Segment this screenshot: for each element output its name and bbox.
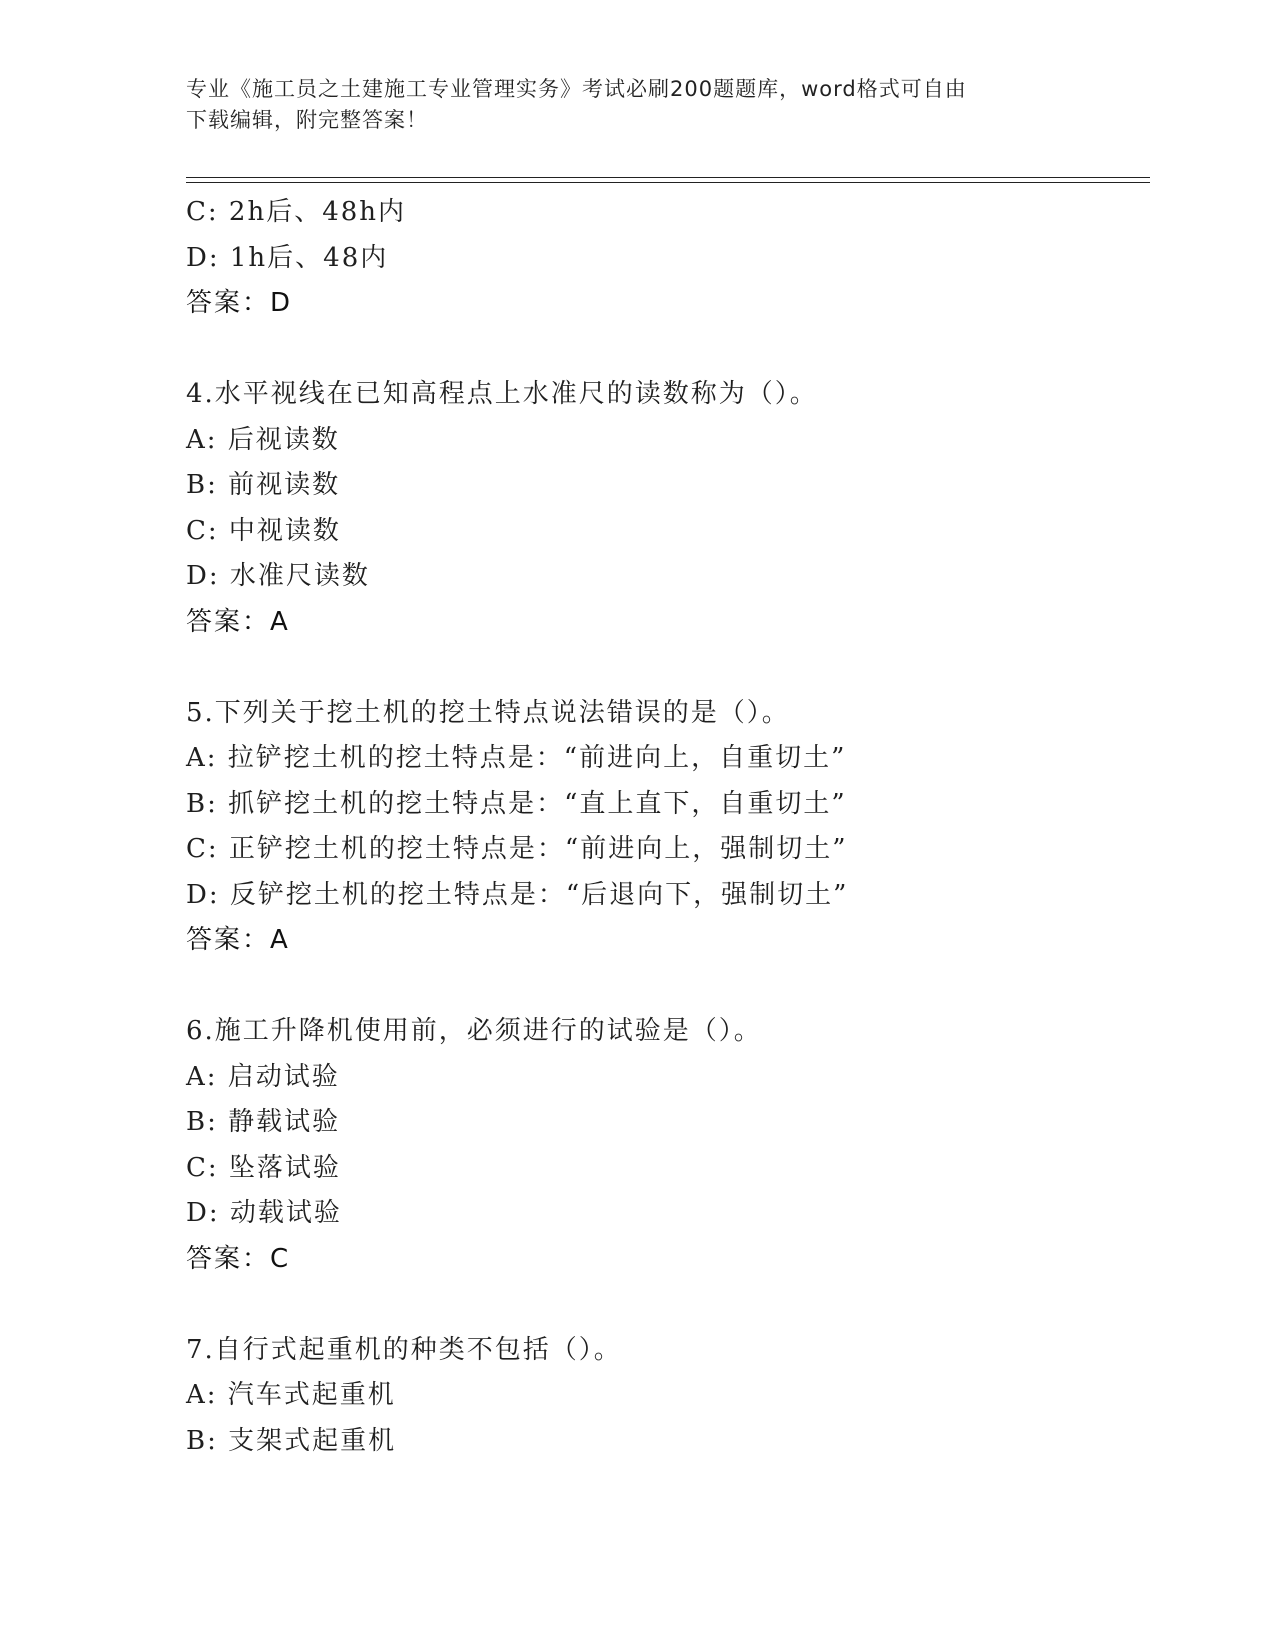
page-header: [186, 74, 1086, 136]
question-stem: 5.下列关于挖土机的挖土特点说法错误的是（）。: [186, 697, 790, 728]
option-b: B: 前视读数: [186, 470, 341, 500]
option-a: A: 拉铲挖土机的挖土特点是：“前进向上，自重切土”: [186, 743, 847, 773]
header-title-line-1: 专业《施工员之土建施工专业管理实务》考试必刷200题题库，word格式可自由: [186, 77, 967, 101]
question-stem: 7.自行式起重机的种类不包括（）。: [186, 1334, 622, 1365]
question-stem: 6.施工升降机使用前，必须进行的试验是（）。: [186, 1016, 762, 1046]
option-b: B: 抓铲挖土机的挖土特点是：“直上直下，自重切土”: [186, 788, 847, 819]
answer-label: 答案：A: [186, 606, 290, 637]
option-a: A: 后视读数: [186, 424, 340, 455]
option-d: D: 反铲挖土机的挖土特点是：“后退向下，强制切土”: [186, 879, 849, 910]
answer-label: 答案：D: [186, 288, 293, 318]
header-divider-top: [186, 177, 1150, 178]
question-7: [186, 1328, 1146, 1465]
question-list: [186, 190, 1146, 1464]
option-c: C: 正铲挖土机的挖土特点是：“前进向上，强制切土”: [186, 834, 848, 864]
option-a: A: 启动试验: [186, 1061, 340, 1092]
option-c: C: 中视读数: [186, 515, 341, 546]
question-3-continuation: [186, 190, 1146, 327]
question-6: [186, 1009, 1146, 1282]
spacer: [186, 645, 1146, 691]
option-c: C: 2h后、48h内: [186, 197, 407, 227]
option-d: D: 水准尺读数: [186, 561, 370, 591]
option-d: D: 1h后、48内: [186, 242, 389, 273]
option-b: B: 静载试验: [186, 1107, 341, 1137]
option-d: D: 动载试验: [186, 1198, 342, 1228]
question-5: [186, 691, 1146, 964]
option-a: A: 汽车式起重机: [186, 1380, 396, 1410]
header-title-line-2: 下载编辑，附完整答案！: [186, 108, 428, 132]
header-divider-bottom: [186, 182, 1150, 183]
option-c: C: 坠落试验: [186, 1152, 341, 1183]
spacer: [186, 327, 1146, 373]
answer-label: 答案：A: [186, 925, 290, 955]
spacer: [186, 1282, 1146, 1328]
option-b: B: 支架式起重机: [186, 1425, 397, 1456]
spacer: [186, 964, 1146, 1010]
question-stem: 4.水平视线在已知高程点上水准尺的读数称为（）。: [186, 379, 818, 409]
answer-label: 答案：C: [186, 1243, 291, 1274]
question-4: [186, 372, 1146, 645]
